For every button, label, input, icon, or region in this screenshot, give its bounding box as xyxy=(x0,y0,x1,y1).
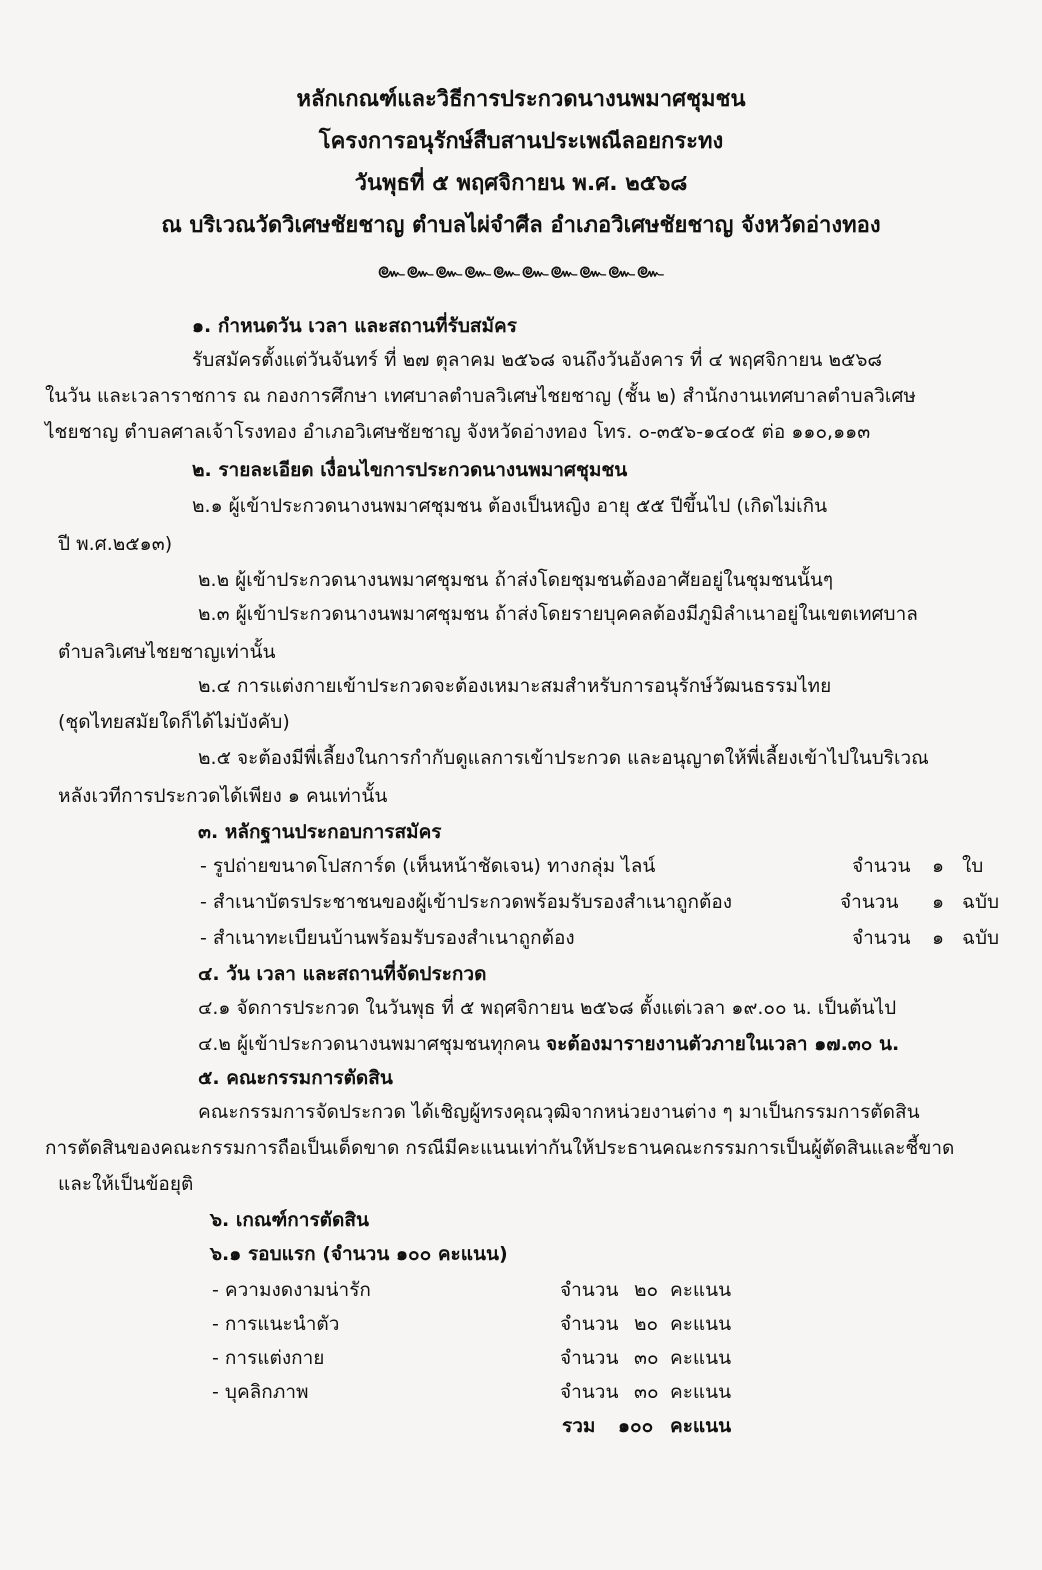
section-6-sub-heading: ๖.๑ รอบแรก (จำนวน ๑๐๐ คะแนน) xyxy=(210,1243,508,1265)
item-2-5-line-1: ๒.๕ จะต้องมีพี่เลี้ยงในการกำกับดูแลการเข้าประกวด และอนุญาตให้พี่เลี้ยงเข้าไปในบริเวณ xyxy=(198,747,929,769)
title-line-3: วันพุธที่ ๕ พฤศจิกายน พ.ศ. ๒๕๖๘ xyxy=(354,171,688,196)
document-item-unit: ฉบับ xyxy=(962,927,1000,949)
item-2-4-line-2: (ชุดไทยสมัยใดก็ได้ไม่บังคับ) xyxy=(58,711,290,733)
criterion-unit: คะแนน xyxy=(670,1347,732,1369)
item-4-2 xyxy=(198,1030,899,1058)
item-4-2-emphasis: จะต้องมารายงานตัวภายในเวลา ๑๗.๓๐ น. xyxy=(546,1033,900,1055)
criterion-score: ๓๐ xyxy=(634,1381,659,1403)
section-3-heading: ๓. หลักฐานประกอบการสมัคร xyxy=(198,821,442,843)
criterion-score: ๓๐ xyxy=(634,1347,659,1369)
criterion-count-label: จำนวน xyxy=(560,1381,619,1403)
document-item-count-label: จำนวน xyxy=(852,855,911,877)
title-line-1: หลักเกณฑ์และวิธีการประกวดนางนพมาศชุมชน xyxy=(296,87,746,112)
criterion-score: ๒๐ xyxy=(634,1313,659,1335)
section-5-heading: ๕. คณะกรรมการตัดสิน xyxy=(198,1067,393,1089)
criterion-text: - บุคลิกภาพ xyxy=(212,1381,309,1403)
document-item-text: - สำเนาบัตรประชาชนของผู้เข้าประกวดพร้อมรับรองสำเนาถูกต้อง xyxy=(200,891,733,913)
total-unit: คะแนน xyxy=(670,1415,732,1437)
item-2-4-line-1: ๒.๔ การแต่งกายเข้าประกวดจะต้องเหมาะสมสำหรับการอนุรักษ์วัฒนธรรมไทย xyxy=(198,675,832,697)
section-1-line-1: รับสมัครตั้งแต่วันจันทร์ ที่ ๒๗ ตุลาคม ๒๕๖๘ จนถึงวันอังคาร ที่ ๔ พฤศจิกายน ๒๕๖๘ xyxy=(192,349,883,371)
ornament-divider: ๛๛๛๛๛๛๛๛๛๛ xyxy=(377,256,665,284)
criterion-count-label: จำนวน xyxy=(560,1279,619,1301)
document-item-qty: ๑ xyxy=(932,891,945,913)
item-4-2-text: ๔.๒ ผู้เข้าประกวดนางนพมาศชุมชนทุกคน xyxy=(198,1033,547,1055)
item-2-5-line-2: หลังเวทีการประกวดได้เพียง ๑ คนเท่านั้น xyxy=(58,785,388,807)
document-item-unit: ฉบับ xyxy=(962,891,1000,913)
title-line-2: โครงการอนุรักษ์สืบสานประเพณีลอยกระทง xyxy=(318,129,724,154)
criterion-score: ๒๐ xyxy=(634,1279,659,1301)
section-1-heading: ๑. กำหนดวัน เวลา และสถานที่รับสมัคร xyxy=(192,315,517,337)
item-2-3-line-2: ตำบลวิเศษไชยชาญเท่านั้น xyxy=(58,641,276,663)
criterion-unit: คะแนน xyxy=(670,1313,732,1335)
section-5-line-3: และให้เป็นข้อยุติ xyxy=(58,1173,194,1195)
total-score: ๑๐๐ xyxy=(618,1415,654,1437)
section-5-line-1: คณะกรรมการจัดประกวด ได้เชิญผู้ทรงคุณวุฒิจากหน่วยงานต่าง ๆ มาเป็นกรรมการตัดสิน xyxy=(198,1101,920,1123)
section-2-heading: ๒. รายละเอียด เงื่อนไขการประกวดนางนพมาศชุมชน xyxy=(192,459,628,481)
document-item-qty: ๑ xyxy=(932,855,945,877)
criterion-count-label: จำนวน xyxy=(560,1347,619,1369)
document-item-qty: ๑ xyxy=(932,927,945,949)
title-line-4: ณ บริเวณวัดวิเศษชัยชาญ ตำบลไผ่จำศีล อำเภอวิเศษชัยชาญ จังหวัดอ่างทอง xyxy=(161,213,881,238)
document-item-text: - รูปถ่ายขนาดโปสการ์ด (เห็นหน้าชัดเจน) ทางกลุ่ม ไลน์ xyxy=(200,855,656,877)
criterion-text: - การแนะนำตัว xyxy=(212,1313,340,1335)
document-item-unit: ใบ xyxy=(962,855,984,877)
section-5-line-2: การตัดสินของคณะกรรมการถือเป็นเด็ดขาด กรณีมีคะแนนเท่ากันให้ประธานคณะกรรมการเป็นผู้ตัดสินและชี้ขาด xyxy=(45,1137,955,1159)
document-item-text: - สำเนาทะเบียนบ้านพร้อมรับรองสำเนาถูกต้อง xyxy=(200,927,575,949)
section-1-line-2: ในวัน และเวลาราชการ ณ กองการศึกษา เทศบาลตำบลวิเศษไชยชาญ (ชั้น ๒) สำนักงานเทศบาลตำบลวิเศษ xyxy=(45,385,916,407)
item-2-3-line-1: ๒.๓ ผู้เข้าประกวดนางนพมาศชุมชน ถ้าส่งโดยรายบุคคลต้องมีภูมิลำเนาอยู่ในเขตเทศบาล xyxy=(198,603,918,625)
section-6-heading: ๖. เกณฑ์การตัดสิน xyxy=(210,1209,369,1231)
criterion-count-label: จำนวน xyxy=(560,1313,619,1335)
item-2-1-line-1: ๒.๑ ผู้เข้าประกวดนางนพมาศชุมชน ต้องเป็นหญิง อายุ ๕๕ ปีขึ้นไป (เกิดไม่เกิน xyxy=(192,495,828,517)
criterion-unit: คะแนน xyxy=(670,1279,732,1301)
item-2-2: ๒.๒ ผู้เข้าประกวดนางนพมาศชุมชน ถ้าส่งโดยชุมชนต้องอาศัยอยู่ในชุมชนนั้นๆ xyxy=(198,569,834,591)
item-4-1: ๔.๑ จัดการประกวด ในวันพุธ ที่ ๕ พฤศจิกายน ๒๕๖๘ ตั้งแต่เวลา ๑๙.๐๐ น. เป็นต้นไป xyxy=(198,997,897,1019)
criterion-text: - ความงดงามน่ารัก xyxy=(212,1279,371,1301)
criterion-unit: คะแนน xyxy=(670,1381,732,1403)
section-1-line-3: ไชยชาญ ตำบลศาลเจ้าโรงทอง อำเภอวิเศษชัยชาญ จังหวัดอ่างทอง โทร. ๐-๓๕๖-๑๔๐๕ ต่อ ๑๑๐,๑๑๓ xyxy=(45,421,871,443)
section-4-heading: ๔. วัน เวลา และสถานที่จัดประกวด xyxy=(198,963,487,985)
document-item-count-label: จำนวน xyxy=(840,891,899,913)
total-label: รวม xyxy=(562,1415,596,1437)
criterion-text: - การแต่งกาย xyxy=(212,1347,325,1369)
document-item-count-label: จำนวน xyxy=(852,927,911,949)
item-2-1-line-2: ปี พ.ศ.๒๕๑๓) xyxy=(58,533,173,555)
